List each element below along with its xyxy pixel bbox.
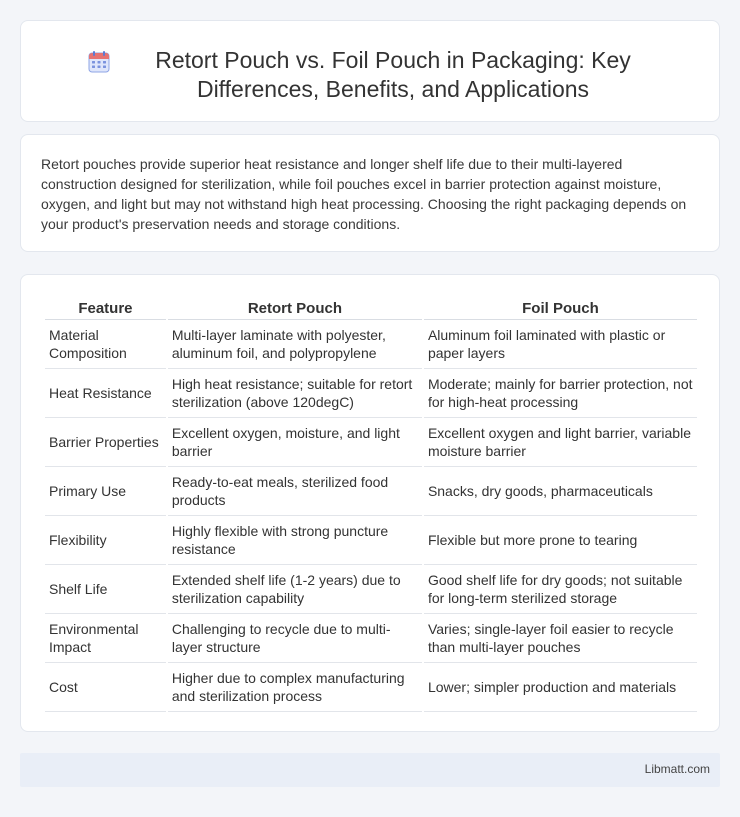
foil-cell: Aluminum foil laminated with plastic or paper layers: [424, 320, 697, 369]
foil-cell: Snacks, dry goods, pharmaceuticals: [424, 467, 697, 516]
table-row: [45, 320, 697, 369]
feature-cell: Shelf Life: [45, 565, 166, 614]
retort-cell: Challenging to recycle due to multi-layer structure: [168, 614, 422, 663]
page-title: Retort Pouch vs. Foil Pouch in Packaging: Key Differences, Benefits, and Applications: [155, 47, 631, 102]
table-row: [45, 418, 697, 467]
feature-cell: Barrier Properties: [45, 418, 166, 467]
retort-cell: High heat resistance; suitable for retort sterilization (above 120degC): [168, 369, 422, 418]
retort-cell: Multi-layer laminate with polyester, aluminum foil, and polypropylene: [168, 320, 422, 369]
footer: [20, 753, 720, 787]
comparison-table: [43, 296, 699, 712]
feature-cell: Flexibility: [45, 516, 166, 565]
foil-cell: Flexible but more prone to tearing: [424, 516, 697, 565]
title-card: [20, 20, 720, 122]
header-feature: Feature: [45, 296, 166, 320]
foil-cell: Moderate; mainly for barrier protection, not for high-heat processing: [424, 369, 697, 418]
foil-cell: Excellent oxygen and light barrier, variable moisture barrier: [424, 418, 697, 467]
table-row: [45, 565, 697, 614]
header-foil-pouch: Foil Pouch: [424, 296, 697, 320]
retort-cell: Highly flexible with strong puncture resistance: [168, 516, 422, 565]
table-row: [45, 516, 697, 565]
feature-cell: Primary Use: [45, 467, 166, 516]
feature-cell: Cost: [45, 663, 166, 712]
table-header-row: [45, 296, 697, 320]
foil-cell: Lower; simpler production and materials: [424, 663, 697, 712]
comparison-card: [20, 274, 720, 732]
retort-cell: Higher due to complex manufacturing and sterilization process: [168, 663, 422, 712]
table-row: [45, 614, 697, 663]
summary-card: [20, 134, 720, 252]
feature-cell: Environmental Impact: [45, 614, 166, 663]
footer-brand-link[interactable]: Libmatt.com: [644, 762, 710, 776]
calendar-icon: [87, 50, 111, 74]
retort-cell: Excellent oxygen, moisture, and light barrier: [168, 418, 422, 467]
table-row: [45, 369, 697, 418]
table-row: [45, 663, 697, 712]
feature-cell: Material Composition: [45, 320, 166, 369]
feature-cell: Heat Resistance: [45, 369, 166, 418]
foil-cell: Varies; single-layer foil easier to recycle than multi-layer pouches: [424, 614, 697, 663]
header-retort-pouch: Retort Pouch: [168, 296, 422, 320]
foil-cell: Good shelf life for dry goods; not suitable for long-term sterilized storage: [424, 565, 697, 614]
retort-cell: Extended shelf life (1-2 years) due to sterilization capability: [168, 565, 422, 614]
table-row: [45, 467, 697, 516]
summary-text: Retort pouches provide superior heat resistance and longer shelf life due to their multi-layered construction designed for sterilization, while foil pouches excel in barrier protection against moisture, oxygen, and light but may not withstand high heat processing. Choosing the right packaging depends on your product's preservation needs and storage conditions.: [41, 156, 687, 232]
retort-cell: Ready-to-eat meals, sterilized food products: [168, 467, 422, 516]
